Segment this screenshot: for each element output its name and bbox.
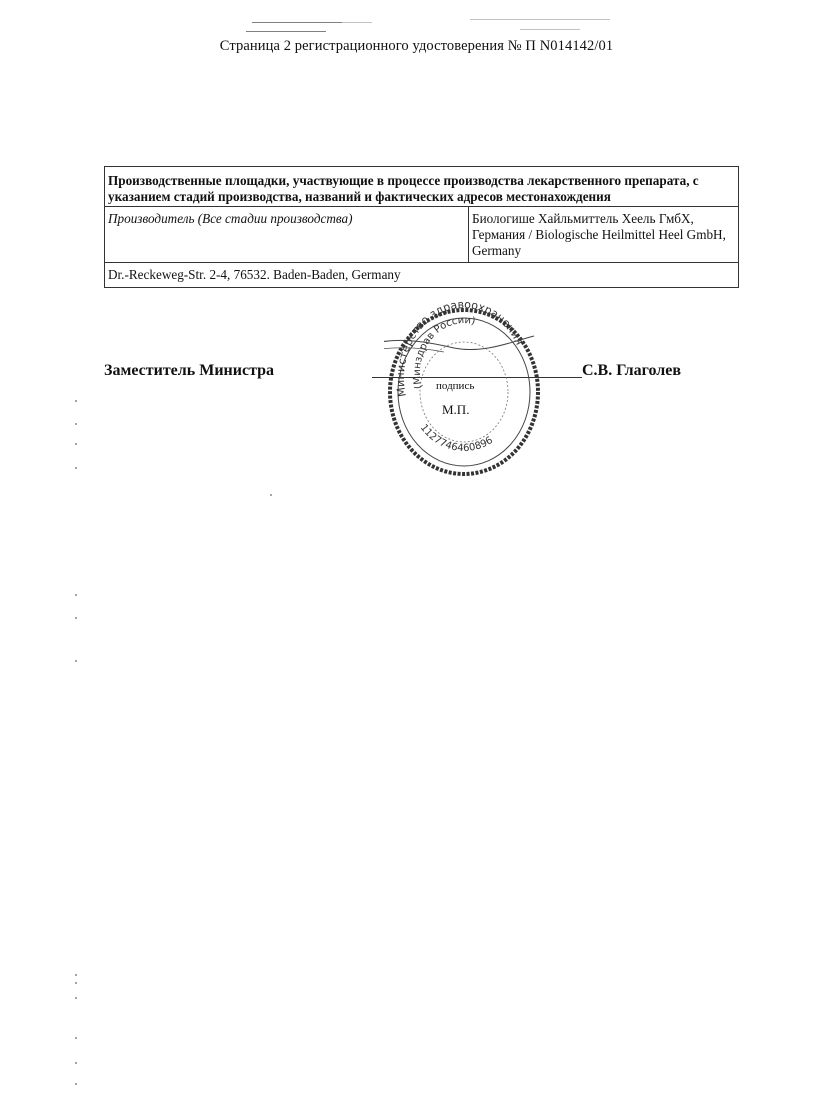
manufacturing-sites-table <box>104 166 739 288</box>
table-row <box>105 207 739 263</box>
manufacturer-name: Биологише Хайльмиттель Хеель ГмбХ, Германия / Biologische Heilmittel Heel GmbH, Germany <box>469 207 739 263</box>
scan-artifact <box>75 1062 77 1064</box>
scan-artifact <box>75 443 77 445</box>
scan-artifact <box>75 467 77 469</box>
scan-artifact <box>75 594 77 596</box>
stamp-label: М.П. <box>442 402 470 417</box>
svg-text:Министерство здравоохранения: Министерство здравоохранения <box>393 297 527 398</box>
scan-artifact <box>520 29 580 30</box>
table-title: Производственные площадки, участвующие в процессе производства лекарственного препарата, с указанием стадий производства, названий и фактических адресов местонахождения <box>105 167 739 207</box>
scan-artifact <box>75 660 77 662</box>
scan-artifact <box>75 423 77 425</box>
official-seal <box>384 296 544 478</box>
scan-artifact <box>75 1037 77 1039</box>
scan-artifact <box>246 31 326 32</box>
scan-artifact <box>252 22 342 23</box>
signature-label: подпись <box>436 380 475 392</box>
svg-text:(Минздрав России): (Минздрав России) <box>411 314 477 390</box>
scan-artifact <box>75 997 77 999</box>
scan-artifact <box>75 974 77 976</box>
manufacturer-role: Производитель (Все стадии производства) <box>105 207 469 263</box>
scan-artifact <box>75 1083 77 1085</box>
page-header: Страница 2 регистрационного удостоверения № П N014142/01 <box>219 38 614 54</box>
scan-artifact <box>270 494 272 496</box>
svg-text:1127746460896: 1127746460896 <box>417 422 495 455</box>
manufacturer-address: Dr.-Reckeweg-Str. 2-4, 76532. Baden-Baden, Germany <box>105 263 739 288</box>
scan-artifact <box>470 19 610 20</box>
signatory-title: Заместитель Министра <box>104 362 275 379</box>
scan-artifact <box>75 982 77 984</box>
scan-artifact <box>75 400 77 402</box>
scan-artifact <box>75 617 77 619</box>
signatory-name: С.В. Глаголев <box>582 362 681 379</box>
scan-artifact <box>342 22 372 23</box>
